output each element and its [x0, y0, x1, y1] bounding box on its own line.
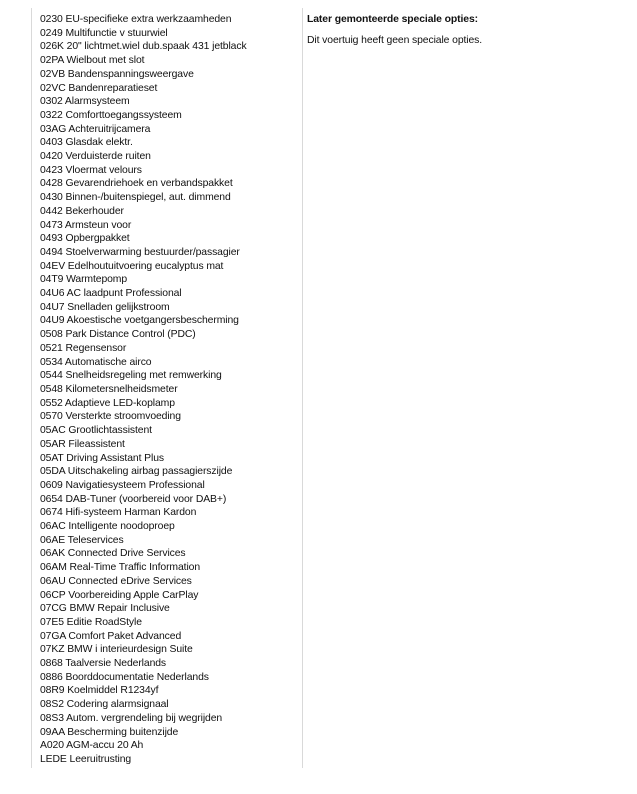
option-item: 0609 Navigatiesysteem Professional: [40, 479, 205, 491]
option-item: 0493 Opbergpakket: [40, 233, 130, 245]
option-item: 02VC Bandenreparatieset: [40, 82, 158, 94]
option-item: 0544 Snelheidsregeling met remwerking: [40, 370, 222, 382]
option-item: 0403 Glasdak elektr.: [40, 137, 133, 149]
option-item: 06AM Real-Time Traffic Information: [40, 562, 201, 574]
option-item: 07KZ BMW i interieurdesign Suite: [40, 644, 193, 656]
option-item: 04U7 Snelladen gelijkstroom: [40, 301, 170, 313]
option-item: 04T9 Warmtepomp: [40, 274, 128, 286]
column-divider: [302, 8, 303, 768]
option-item: 0868 Taalversie Nederlands: [40, 658, 167, 670]
later-options-text: Dit voertuig heeft geen speciale opties.: [307, 35, 483, 46]
option-item: 0508 Park Distance Control (PDC): [40, 329, 196, 341]
option-item: 0322 Comforttoegangssysteem: [40, 109, 182, 121]
option-item: 05DA Uitschakeling airbag passagierszijde: [40, 466, 233, 478]
option-item: 06CP Voorbereiding Apple CarPlay: [40, 589, 199, 601]
option-item: 05AR Fileassistent: [40, 438, 125, 450]
option-item: 06AC Intelligente noodoproep: [40, 521, 175, 533]
option-item: 02PA Wielbout met slot: [40, 55, 145, 67]
option-item: 0654 DAB-Tuner (voorbereid voor DAB+): [40, 493, 227, 505]
option-item: 07CG BMW Repair Inclusive: [40, 603, 170, 615]
later-options-title: Later gemonteerde speciale opties:: [307, 14, 478, 25]
option-item: 0494 Stoelverwarming bestuurder/passagier: [40, 246, 240, 258]
option-item: 0302 Alarmsysteem: [40, 96, 130, 108]
option-item: 02VB Bandenspanningsweergave: [40, 68, 194, 80]
option-item: 026K 20" lichtmet.wiel dub.spaak 431 jetblack: [40, 41, 247, 53]
option-item: 0521 Regensensor: [40, 342, 127, 354]
option-item: 04EV Edelhoutuitvoering eucalyptus mat: [40, 260, 224, 272]
option-item: 03AG Achteruitrijcamera: [40, 123, 151, 135]
option-item: 0886 Boorddocumentatie Nederlands: [40, 671, 209, 683]
option-item: 0442 Bekerhouder: [40, 205, 124, 217]
option-item: 0230 EU-specifieke extra werkzaamheden: [40, 14, 232, 25]
option-item: 0430 Binnen-/buitenspiegel, aut. dimmend: [40, 192, 231, 204]
option-item: 0428 Gevarendriehoek en verbandspakket: [40, 178, 233, 190]
option-item: 0552 Adaptieve LED-koplamp: [40, 397, 175, 409]
option-item: 0420 Verduisterde ruiten: [40, 151, 151, 163]
factory-options-list: [40, 13, 296, 767]
option-item: 0423 Vloermat velours: [40, 164, 142, 176]
option-item: 0674 Hifi-systeem Harman Kardon: [40, 507, 197, 519]
option-item: 04U6 AC laadpunt Professional: [40, 288, 182, 300]
option-item: 0548 Kilometersnelheidsmeter: [40, 383, 178, 395]
option-item: 0534 Automatische airco: [40, 356, 152, 368]
option-item: 07GA Comfort Paket Advanced: [40, 630, 182, 642]
option-item: 07E5 Editie RoadStyle: [40, 616, 142, 628]
option-item: 09AA Bescherming buitenzijde: [40, 726, 179, 738]
option-item: 05AC Grootlichtassistent: [40, 425, 152, 437]
option-item: LEDE Leeruitrusting: [40, 753, 132, 765]
later-options-section: [307, 13, 607, 48]
option-item: 08R9 Koelmiddel R1234yf: [40, 685, 159, 697]
option-item: 06AK Connected Drive Services: [40, 548, 186, 560]
left-divider: [31, 8, 32, 768]
option-item: 04U9 Akoestische voetgangersbescherming: [40, 315, 239, 327]
option-item: 0473 Armsteun voor: [40, 219, 132, 231]
option-item: 05AT Driving Assistant Plus: [40, 452, 164, 464]
option-item: 0249 Multifunctie v stuurwiel: [40, 27, 168, 39]
option-item: 0570 Versterkte stroomvoeding: [40, 411, 181, 423]
option-item: A020 AGM-accu 20 Ah: [40, 740, 144, 752]
option-item: 08S2 Codering alarmsignaal: [40, 699, 169, 711]
option-item: 06AU Connected eDrive Services: [40, 575, 192, 587]
option-item: 06AE Teleservices: [40, 534, 124, 546]
option-item: 08S3 Autom. vergrendeling bij wegrijden: [40, 712, 223, 724]
